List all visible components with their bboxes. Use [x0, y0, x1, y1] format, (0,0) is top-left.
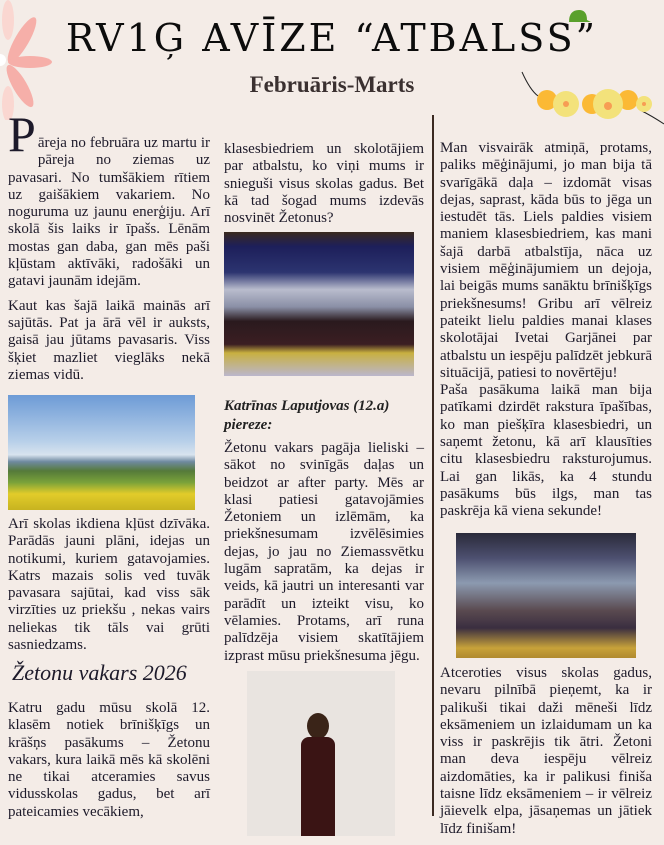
column-divider: [432, 115, 434, 816]
newspaper-title: RV1Ģ AVĪZE “ATBALSS”: [65, 16, 599, 60]
article-paragraph-1: Katru gadu mūsu skolā 12. klasēm notiek brīnišķīgs un krāšņs pasākums – Žetonu vakars, kura laikā mēs kā skolēni ne tikai atceramies savus vidusskolas gadus, bet arī pateicamies vecākiem,: [8, 700, 210, 820]
intro-paragraph-1: Pāreja no februāra uz martu ir pāreja no ziemas uz pavasari. No tumšākiem rītiem uz gaišākiem vakariem. No noguruma uz jaunu enerģiju. Arī skolā šis laiks ir īpašs. Lēnām mostas gan daba, gan mēs paši kļūstam aktīvāki, radošāki un gatavi jaunām idejām.: [8, 106, 210, 290]
intro-paragraph-3: Arī skolas ikdiena kļūst dzīvāka. Parādās jauni plāni, idejas un notikumi, kuriem gatavojamies. Katrs mazais solis ved tuvāk pavasara sajūtai, kad viss sāk virzīties uz priekšu , nekas vairs neliekas tik tāls vai grūti sasniedzams.: [8, 516, 210, 654]
intro-paragraph-2: Kaut kas šajā laikā mainās arī sajūtās. Pat ja ārā vēl ir auksts, gaisā jau jūtams pavasaris. Viss šķiet mazliet vieglāks nekā ziemas vidū.: [8, 297, 210, 383]
interview-byline: Katrīnas Laputjovas (12.a) piereze:: [224, 398, 390, 433]
column-3-conclusion: [440, 665, 652, 845]
column-1-article: [8, 700, 210, 828]
column-1-intro: [8, 106, 210, 391]
student-portrait-photo: [247, 671, 395, 836]
interview-paragraph-4: Atceroties visus skolas gadus, nevaru pilnībā pieņemt, ka ir palikuši tikai daži mēneši līdz eksāmeniem un izlaidumam un ka viss ir paskrējis tik ātri. Žetoni man deva iespēju vēlreiz aizdomāties, ka ir palikusi finiša taisne līdz eksāmeniem – ir vēlreiz jāievelk elpa, jāsaņemas un jātiek līdz finišam!: [440, 665, 652, 837]
column-2-interview: [224, 440, 424, 672]
issue-subtitle: Februāris-Marts: [249, 72, 415, 97]
interview-paragraph-2: Man visvairāk atmiņā, protams, paliks mēģinājumi, jo man bija tā svarīgākā daļa – izdomāt visas dejas, saprast, kāda būs to jēga un iestudēt tās. Liels paldies visiem maniem klasesbiedriem, kas mani šajā darbā atbalstīja, nāca uz visiem mēģinājumiem un dejoja, lai beigās mums sanāktu brīnišķīgs priekšnesums! Gribu arī vēlreiz pateikt lielu paldies manai klases skolotājai Ivetai Garjānei par atbalstu un iespēju palīdzēt jebkurā situācijā, patiesi to novērtēju!: [440, 140, 652, 381]
section-title-zetonu-vakars: Žetonu vakars 2026: [12, 660, 187, 685]
article-paragraph-2: klasesbiedriem un skolotājiem par atbalstu, ko viņi mums ir snieguši visus skolas gadus. Bet kā tad šogad mums izdevās nosvinēt Žetonus?: [224, 141, 424, 227]
column-3-interview: [440, 140, 652, 528]
column-2-article: [224, 141, 424, 234]
spring-landscape-photo: [8, 395, 195, 510]
interview-paragraph-3: Paša pasākuma laikā man bija patīkami dzirdēt rakstura īpašības, ko man piešķīra klasesbiedri, un saņemt žetonu, kā arī klausīties citu klasesbiedru raksturojumus. Lai gan likās, ka 4 stundu pasākums būs ilgs, man tas paskrēja kā viena sekunde!: [440, 382, 652, 520]
drop-cap: P: [8, 106, 36, 162]
interview-paragraph-1: Žetonu vakars pagāja lieliski – sākot no svinīgās daļas un beidzot ar after party. Mēs ar klasi patiesi gatavojāmies Žetoniem un izlēmām, ka priekšnesumam izvēlēsimies dejas, jo jau no Ziemassvētku lugām sapratām, ka dejas ir veids, kā jautri un interesanti var parādīt un izteikt visu, ko vēlamies. Protams, arī runa palīdzēja visiem skatītājiem izprast mūsu priekšnesuma jēgu.: [224, 440, 424, 664]
stage-group-photo: [224, 232, 414, 376]
column-1-continued: [8, 516, 210, 661]
dance-performance-photo: [456, 533, 636, 658]
